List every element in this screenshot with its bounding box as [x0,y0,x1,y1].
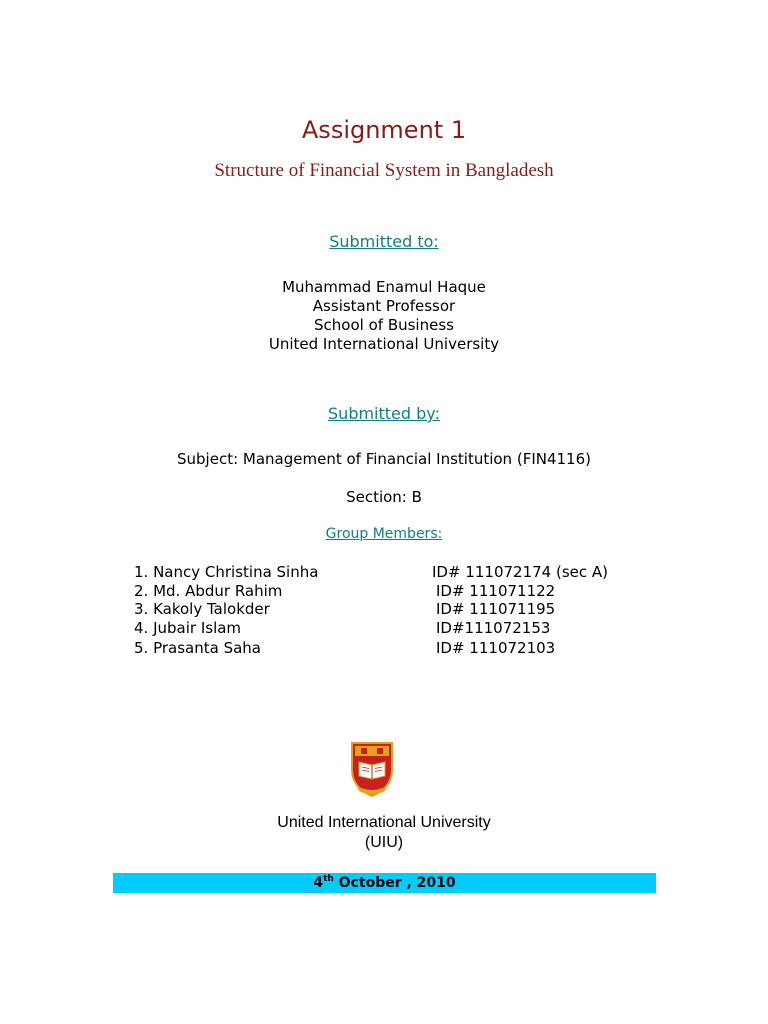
member-id: ID#111072153 [436,619,551,637]
member-id: ID# 111072174 (sec A) [432,563,608,581]
recipient-title: Assistant Professor [312,297,456,315]
date-month-year: October , 2010 [333,875,456,891]
date-day: 4 [313,875,324,891]
section-line: Section: B [346,488,422,506]
member-name: 4. Jubair Islam [134,619,242,637]
subject-line: Subject: Management of Financial Institution (FIN4116) [177,450,591,468]
university-logo [349,740,395,800]
university-name: United International University [277,814,491,831]
date-banner [113,873,656,893]
date-suffix: th [323,874,334,884]
university-abbreviation: (UIU) [364,834,404,851]
submitted-to-heading: Submitted to: [329,232,439,251]
recipient-name: Muhammad Enamul Haque [282,278,486,296]
member-name: 3. Kakoly Talokder [134,600,270,618]
submitted-by-heading: Submitted by: [328,404,440,423]
member-id: ID# 111071195 [436,600,556,618]
assignment-subtitle: Structure of Financial System in Bangladesh [214,160,554,181]
member-name: 2. Md. Abdur Rahim [134,582,283,600]
member-name: 1. Nancy Christina Sinha [134,563,319,581]
member-id: ID# 111072103 [436,639,556,657]
submission-date [113,873,656,893]
recipient-university: United International University [268,335,500,353]
member-id: ID# 111071122 [436,582,556,600]
assignment-title: Assignment 1 [301,116,467,144]
member-name: 5. Prasanta Saha [134,639,261,657]
group-members-heading: Group Members: [325,526,443,542]
recipient-school: School of Business [314,316,454,334]
